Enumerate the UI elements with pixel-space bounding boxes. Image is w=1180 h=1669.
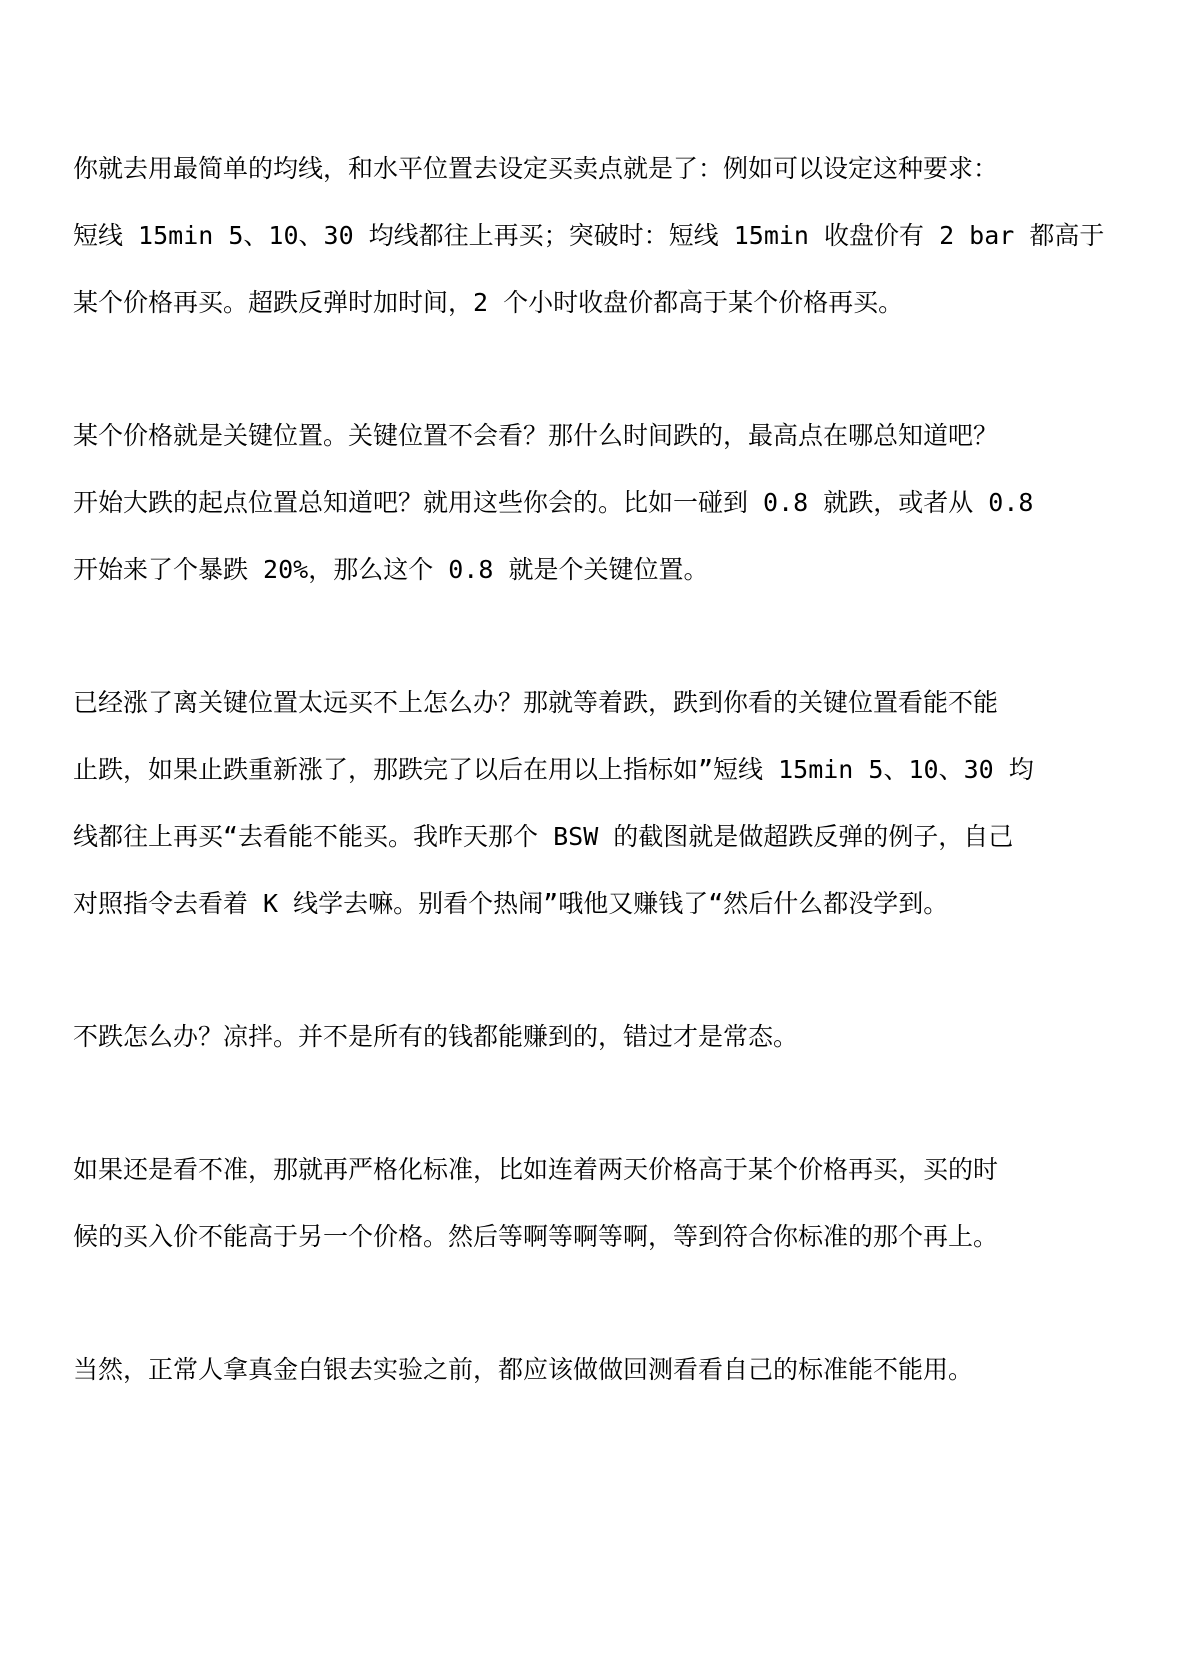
text-line: 候的买入价不能高于另一个价格。然后等啊等啊等啊，等到符合你标准的那个再上。 bbox=[73, 1222, 999, 1251]
text-line: 止跌，如果止跌重新涨了，那跌完了以后在用以上指标如”短线 15min 5、10、30 均 bbox=[73, 755, 1034, 784]
text-line: 某个价格就是关键位置。关键位置不会看？那什么时间跌的，最高点在哪总知道吧？ bbox=[73, 421, 999, 450]
text-line: 如果还是看不准，那就再严格化标准，比如连着两天价格高于某个价格再买，买的时 bbox=[73, 1155, 999, 1184]
text-line: 线都往上再买“去看能不能买。我昨天那个 BSW 的截图就是做超跌反弹的例子，自己 bbox=[73, 822, 1014, 851]
text-line: 当然，正常人拿真金白银去实验之前，都应该做做回测看看自己的标准能不能用。 bbox=[73, 1355, 974, 1384]
text-line: 不跌怎么办？凉拌。并不是所有的钱都能赚到的，错过才是常态。 bbox=[73, 1022, 799, 1051]
text-line: 短线 15min 5、10、30 均线都往上再买；突破时：短线 15min 收盘价有 2 bar 都高于 bbox=[73, 221, 1105, 250]
text-line: 你就去用最简单的均线，和水平位置去设定买卖点就是了：例如可以设定这种要求： bbox=[73, 154, 999, 183]
text-line: 开始大跌的起点位置总知道吧？就用这些你会的。比如一碰到 0.8 就跌，或者从 0.8 bbox=[73, 488, 1034, 517]
text-line: 已经涨了离关键位置太远买不上怎么办？那就等着跌，跌到你看的关键位置看能不能 bbox=[73, 688, 999, 717]
text-line: 某个价格再买。超跌反弹时加时间，2 个小时收盘价都高于某个价格再买。 bbox=[73, 288, 904, 317]
text-line: 开始来了个暴跌 20%，那么这个 0.8 就是个关键位置。 bbox=[73, 555, 709, 584]
text-line: 对照指令去看着 K 线学去嘛。别看个热闹”哦他又赚钱了“然后什么都没学到。 bbox=[73, 889, 949, 918]
